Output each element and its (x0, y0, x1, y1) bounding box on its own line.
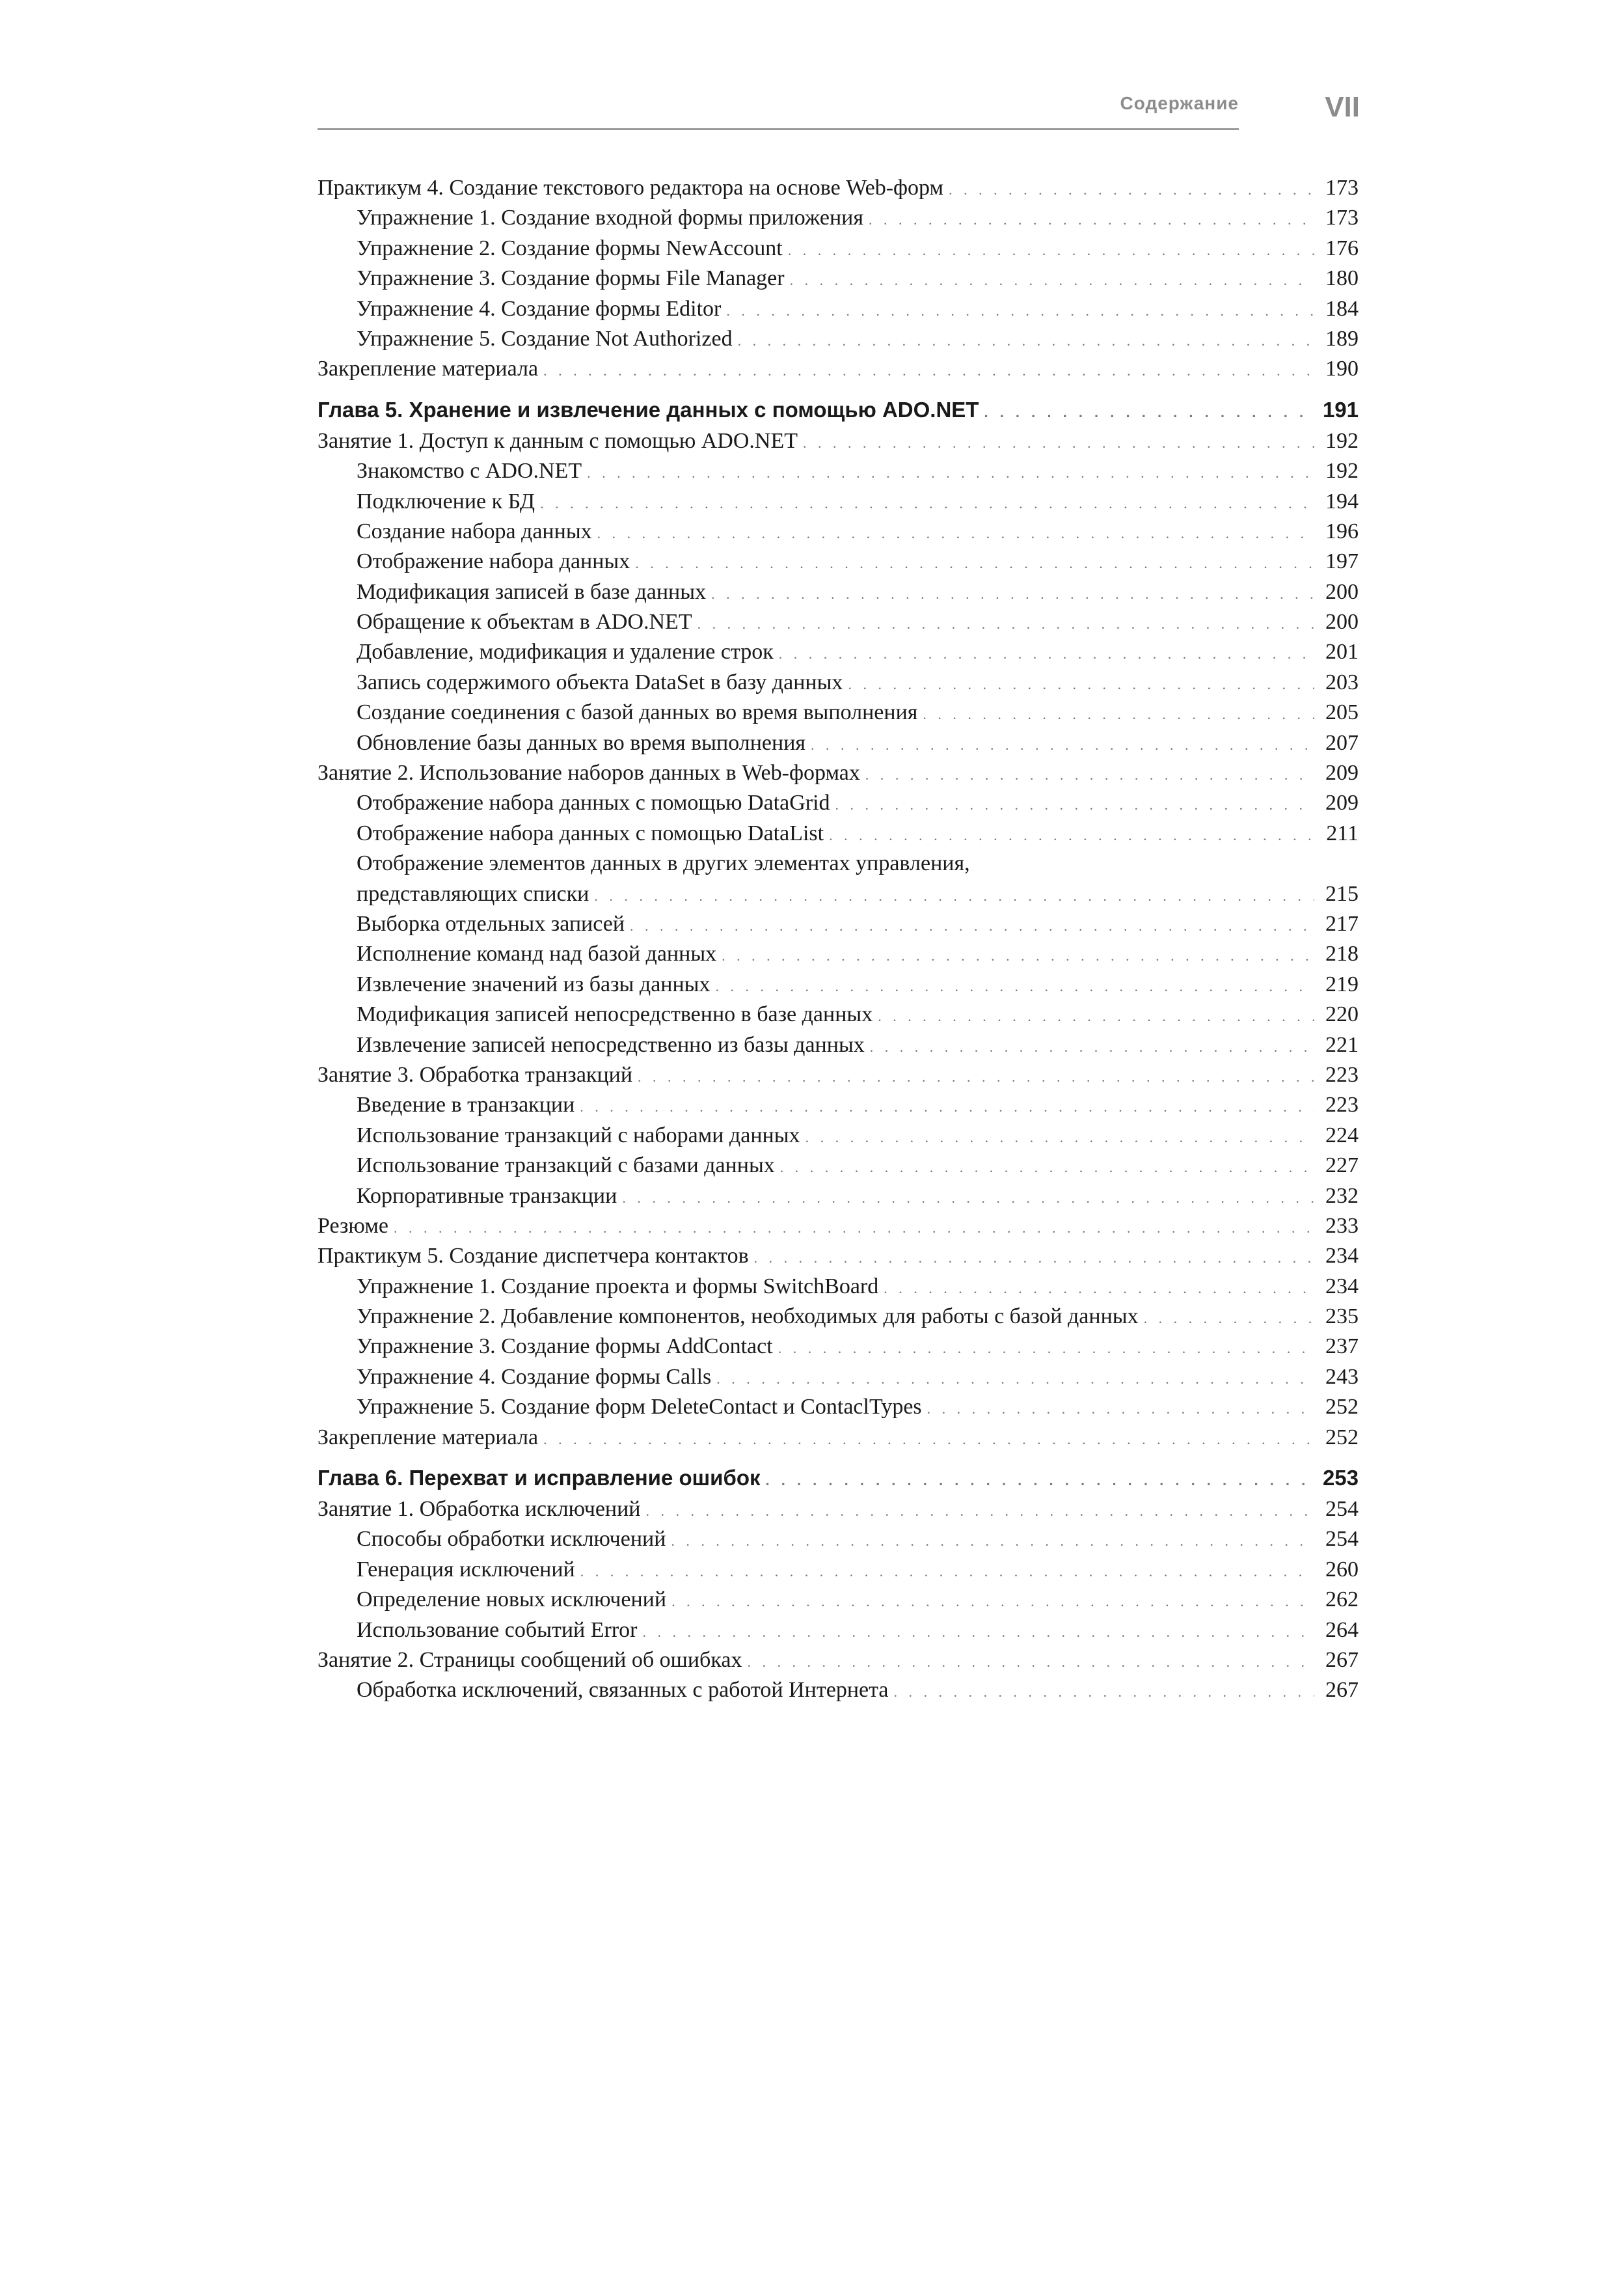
dot-leader (722, 941, 1314, 971)
toc-entry-page-number: 201 (1325, 640, 1359, 665)
toc-entry-page-number: 252 (1325, 1425, 1359, 1449)
toc-entry-page-number: 217 (1325, 911, 1359, 936)
toc-entry (318, 1423, 1359, 1453)
dot-leader (671, 1587, 1314, 1617)
toc-entry-title: Обработка исключений, связанных с работой Интернета (357, 1678, 889, 1703)
dot-leader (780, 1153, 1314, 1183)
toc-entry-page-number: 196 (1325, 519, 1359, 543)
toc-entry-title: Использование транзакций с наборами данных (357, 1123, 800, 1147)
dot-leader (646, 1496, 1314, 1526)
toc-chapter-heading (318, 1462, 1359, 1494)
table-of-contents (318, 173, 1359, 1706)
dot-leader (788, 236, 1314, 266)
dot-leader (597, 519, 1314, 549)
toc-entry-title: Запись содержимого объекта DataSet в базу данных (357, 670, 843, 694)
toc-entry (318, 819, 1359, 849)
toc-entry (318, 1494, 1359, 1524)
toc-entry-title: Занятие 1. Доступ к данным с помощью ADO.NET (318, 428, 798, 453)
toc-entry-title: Исполнение команд над базой данных (357, 942, 717, 966)
toc-entry-page-number: 219 (1325, 972, 1359, 996)
toc-entry-title: Извлечение записей непосредственно из базы данных (357, 1032, 865, 1057)
toc-entry-title: Генерация исключений (357, 1557, 575, 1582)
dot-leader (766, 1464, 1315, 1497)
dot-leader (630, 911, 1314, 941)
toc-entry (318, 788, 1359, 818)
toc-entry (318, 1392, 1359, 1422)
toc-entry-title: представляющих списки (357, 881, 589, 906)
toc-entry-title: Занятие 2. Страницы сообщений об ошибках (318, 1647, 742, 1672)
toc-entry-page-number: 180 (1325, 266, 1359, 291)
toc-entry-page-number: 232 (1325, 1183, 1359, 1208)
toc-entry-title: Выборка отдельных записей (357, 911, 625, 936)
toc-entry-title: Способы обработки исключений (357, 1527, 666, 1552)
toc-entry-title: Практикум 4. Создание текстового редактора на основе Web-форм (318, 176, 944, 200)
toc-entry-page-number: 234 (1325, 1244, 1359, 1268)
toc-entry (318, 1645, 1359, 1675)
toc-entry-title: Упражнение 5. Создание форм DeleteContact и ContaclTypes (357, 1395, 922, 1419)
toc-entry (318, 849, 1359, 879)
toc-entry-page-number: 267 (1325, 1647, 1359, 1672)
toc-entry-page-number: 203 (1325, 670, 1359, 694)
toc-entry (318, 1615, 1359, 1645)
toc-entry-title: Упражнение 1. Создание проекта и формы SwitchBoard (357, 1274, 879, 1298)
toc-entry-page-number: 237 (1325, 1334, 1359, 1359)
page-number: VII (1325, 91, 1360, 123)
toc-entry-title: Глава 5. Хранение и извлечение данных с помощью ADO.NET (318, 397, 979, 422)
dot-leader (790, 266, 1314, 295)
toc-entry (318, 294, 1359, 324)
dot-leader (869, 205, 1314, 235)
dot-leader (927, 1394, 1314, 1424)
toc-entry (318, 354, 1359, 384)
toc-entry (318, 173, 1359, 203)
toc-entry (318, 970, 1359, 1000)
toc-entry-page-number: 218 (1325, 942, 1359, 966)
dot-leader (848, 670, 1314, 700)
toc-entry (318, 698, 1359, 728)
toc-entry-page-number: 267 (1325, 1678, 1359, 1703)
dot-leader (811, 730, 1314, 760)
toc-entry-title: Упражнение 3. Создание формы File Manager (357, 266, 785, 291)
toc-entry-page-number: 189 (1325, 326, 1359, 351)
toc-entry-title: Упражнение 1. Создание входной формы приложения (357, 206, 864, 230)
dot-leader (594, 881, 1314, 911)
toc-entry (318, 1060, 1359, 1090)
toc-entry-page-number: 197 (1325, 549, 1359, 574)
dot-leader (803, 428, 1314, 458)
toc-entry (318, 547, 1359, 577)
dot-leader (543, 356, 1314, 386)
dot-leader (893, 1677, 1314, 1707)
toc-entry-page-number: 224 (1325, 1123, 1359, 1147)
toc-entry (318, 577, 1359, 607)
toc-entry (318, 1675, 1359, 1705)
dot-leader (716, 972, 1314, 1002)
toc-entry-title: Практикум 5. Создание диспетчера контактов (318, 1244, 749, 1268)
toc-entry-title: Занятие 1. Обработка исключений (318, 1497, 641, 1522)
toc-entry-title: Упражнение 2. Добавление компонентов, необходимых для работы с базой данных (357, 1304, 1139, 1329)
toc-entry (318, 426, 1359, 456)
dot-leader (949, 175, 1314, 205)
toc-entry-page-number: 173 (1325, 206, 1359, 230)
toc-entry-page-number: 227 (1325, 1153, 1359, 1178)
dot-leader (884, 1274, 1314, 1304)
toc-entry (318, 517, 1359, 547)
dot-leader (587, 458, 1314, 488)
toc-entry (318, 324, 1359, 354)
toc-entry-page-number: 209 (1325, 791, 1359, 816)
toc-entry (318, 607, 1359, 637)
toc-entry (318, 1181, 1359, 1211)
toc-entry-title: Упражнение 3. Создание формы AddContact (357, 1334, 773, 1359)
toc-entry-title: Подключение к БД (357, 489, 535, 514)
dot-leader (1144, 1304, 1314, 1334)
toc-entry (318, 1211, 1359, 1241)
toc-entry (318, 1030, 1359, 1060)
toc-entry (318, 234, 1359, 264)
running-head: Содержание (1120, 93, 1239, 113)
toc-entry-page-number: 200 (1325, 610, 1359, 635)
toc-entry-page-number: 223 (1325, 1062, 1359, 1087)
toc-entry-title: Определение новых исключений (357, 1587, 667, 1612)
toc-entry (318, 637, 1359, 667)
toc-entry-page-number: 235 (1325, 1304, 1359, 1329)
toc-entry (318, 1121, 1359, 1151)
dot-leader (738, 326, 1314, 356)
toc-entry-title: Занятие 2. Использование наборов данных в Web-формах (318, 761, 860, 786)
toc-entry-page-number: 184 (1325, 296, 1359, 321)
toc-entry-page-number: 252 (1325, 1395, 1359, 1419)
toc-entry-title: Отображение элементов данных в других элементах управления, (357, 851, 970, 876)
toc-entry (318, 1585, 1359, 1615)
toc-entry-page-number: 215 (1325, 881, 1359, 906)
dot-leader (747, 1647, 1314, 1677)
toc-entry-page-number: 253 (1322, 1466, 1359, 1490)
toc-entry-title: Отображение набора данных с помощью DataList (357, 821, 824, 845)
dot-leader (394, 1213, 1314, 1243)
toc-entry-page-number: 209 (1325, 761, 1359, 786)
toc-entry-page-number: 207 (1325, 730, 1359, 755)
dot-leader (754, 1243, 1314, 1273)
dot-leader (540, 489, 1314, 519)
toc-entry-page-number: 264 (1325, 1617, 1359, 1642)
toc-entry-title: Добавление, модификация и удаление строк (357, 640, 774, 665)
dot-leader (643, 1617, 1315, 1647)
toc-entry-title: Отображение набора данных с помощью DataGrid (357, 791, 830, 816)
toc-entry (318, 909, 1359, 939)
dot-leader (923, 700, 1314, 730)
toc-entry (318, 758, 1359, 788)
toc-entry-page-number: 191 (1322, 397, 1359, 422)
dot-leader (984, 396, 1314, 429)
dot-leader (779, 639, 1314, 669)
toc-entry-page-number: 173 (1325, 176, 1359, 200)
toc-entry (318, 1151, 1359, 1181)
toc-entry-page-number: 176 (1325, 236, 1359, 260)
toc-entry-title: Создание соединения с базой данных во время выполнения (357, 700, 918, 725)
dot-leader (580, 1092, 1314, 1122)
toc-entry (318, 1332, 1359, 1362)
toc-entry-title: Извлечение значений из базы данных (357, 972, 710, 996)
toc-entry-page-number: 262 (1325, 1587, 1359, 1612)
dot-leader (697, 609, 1314, 639)
toc-entry-title: Введение в транзакции (357, 1093, 575, 1117)
toc-entry (318, 203, 1359, 233)
toc-entry-title: Создание набора данных (357, 519, 592, 543)
dot-leader (805, 1123, 1314, 1153)
dot-leader (878, 1002, 1314, 1032)
toc-entry-title: Знакомство с ADO.NET (357, 459, 582, 484)
toc-entry-title: Упражнение 4. Создание формы Editor (357, 296, 722, 321)
toc-entry-title: Упражнение 4. Создание формы Calls (357, 1364, 712, 1389)
toc-entry-page-number: 194 (1325, 489, 1359, 514)
toc-entry (318, 728, 1359, 758)
dot-leader (829, 821, 1314, 851)
toc-entry-page-number: 190 (1325, 357, 1359, 381)
toc-entry (318, 487, 1359, 517)
toc-entry-title: Использование транзакций с базами данных (357, 1153, 775, 1178)
toc-entry-title: Обновление базы данных во время выполнения (357, 730, 806, 755)
toc-entry-title: Модификация записей непосредственно в базе данных (357, 1002, 873, 1027)
toc-entry-page-number: 192 (1325, 428, 1359, 453)
toc-entry (318, 1241, 1359, 1271)
header-rule (318, 128, 1239, 130)
toc-entry (318, 1302, 1359, 1332)
toc-entry-page-number: 223 (1325, 1093, 1359, 1117)
dot-leader (726, 296, 1314, 326)
toc-entry-title: Модификация записей в базе данных (357, 579, 707, 604)
toc-entry (318, 1362, 1359, 1392)
toc-entry (318, 1000, 1359, 1030)
toc-entry-page-number: 260 (1325, 1557, 1359, 1582)
toc-entry (318, 1272, 1359, 1302)
toc-entry (318, 939, 1359, 969)
toc-entry (318, 1555, 1359, 1585)
toc-entry-title: Занятие 3. Обработка транзакций (318, 1062, 633, 1087)
toc-entry-title: Обращение к объектам в ADO.NET (357, 610, 692, 635)
toc-entry-title: Резюме (318, 1213, 388, 1238)
toc-entry-title: Упражнение 5. Создание Not Authorized (357, 326, 733, 351)
toc-entry-page-number: 220 (1325, 1002, 1359, 1027)
toc-entry (318, 879, 1359, 909)
dot-leader (638, 1062, 1314, 1092)
toc-entry-page-number: 233 (1325, 1213, 1359, 1238)
dot-leader (622, 1183, 1314, 1213)
toc-entry-title: Закрепление материала (318, 1425, 539, 1449)
dot-leader (580, 1557, 1314, 1587)
toc-entry-title: Упражнение 2. Создание формы NewAccount (357, 236, 783, 260)
toc-entry (318, 668, 1359, 698)
toc-entry-page-number: 192 (1325, 459, 1359, 484)
toc-entry-title: Отображение набора данных (357, 549, 630, 574)
toc-entry (318, 456, 1359, 486)
toc-entry-page-number: 205 (1325, 700, 1359, 725)
toc-entry-page-number: 243 (1325, 1364, 1359, 1389)
dot-leader (671, 1526, 1314, 1556)
dot-leader (716, 1364, 1314, 1394)
toc-entry-page-number: 254 (1325, 1497, 1359, 1522)
dot-leader (835, 790, 1314, 820)
dot-leader (778, 1334, 1314, 1364)
toc-entry-title: Корпоративные транзакции (357, 1183, 617, 1208)
toc-entry-page-number: 200 (1325, 579, 1359, 604)
toc-entry-title: Закрепление материала (318, 357, 539, 381)
toc-chapter-heading (318, 394, 1359, 426)
toc-entry-page-number: 254 (1325, 1527, 1359, 1552)
dot-leader (635, 549, 1314, 579)
toc-entry-title: Глава 6. Перехват и исправление ошибок (318, 1466, 761, 1490)
dot-leader (543, 1425, 1314, 1455)
toc-entry-title: Использование событий Error (357, 1617, 638, 1642)
toc-entry-page-number: 234 (1325, 1274, 1359, 1298)
dot-leader (870, 1032, 1314, 1062)
toc-entry-page-number: 221 (1325, 1032, 1359, 1057)
dot-leader (711, 579, 1314, 609)
toc-entry (318, 1524, 1359, 1554)
dot-leader (865, 760, 1314, 790)
toc-entry-page-number: 211 (1326, 821, 1359, 845)
toc-entry (318, 1090, 1359, 1120)
toc-entry (318, 264, 1359, 294)
